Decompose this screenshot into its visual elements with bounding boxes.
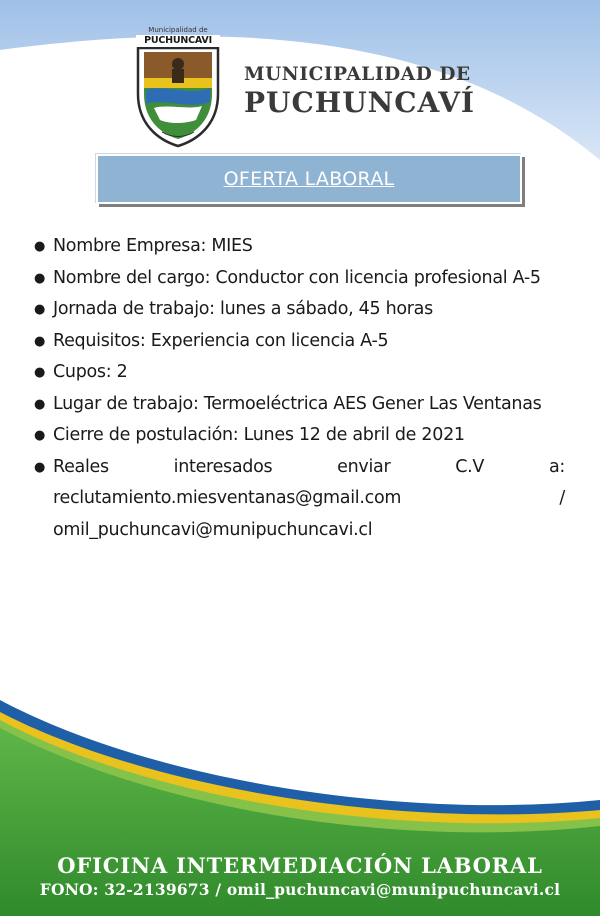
list-item: ● Nombre Empresa: MIES: [34, 231, 565, 263]
bullet-icon: ●: [34, 302, 46, 317]
footer-contact: FONO: 32-2139673 / omil_puchuncavi@munipuchuncavi.cl: [39, 880, 561, 899]
footer-office: OFICINA INTERMEDIACIÓN LABORAL: [57, 853, 543, 878]
bullet-icon: ●: [34, 333, 46, 349]
offer-details-list: [34, 231, 565, 546]
brand-name: [244, 64, 475, 120]
list-item-contact: [34, 452, 565, 547]
offer-title: OFERTA LABORAL: [223, 168, 395, 190]
list-item: ● Lugar de trabajo: Termoeléctrica AES Gener Las Ventanas: [34, 389, 565, 421]
bullet-icon: ●: [34, 365, 46, 380]
contact-line-3: [53, 515, 565, 547]
email-separator: /: [559, 488, 565, 508]
list-item: ● Cierre de postulación: Lunes 12 de abril de 2021: [34, 420, 565, 452]
list-item: ● Nombre del cargo: Conductor con licencia profesional A-5: [34, 263, 565, 295]
seal-top-text: Municipalidad de: [148, 26, 208, 34]
list-item: ● Cupos: 2: [34, 357, 565, 389]
brand-line-2: PUCHUNCAVÍ: [244, 86, 476, 119]
contact-line-2: [53, 483, 565, 515]
seal-name-text: PUCHUNCAVI: [136, 35, 220, 47]
list-item: ● Jornada de trabajo: lunes a sábado, 45 horas: [34, 294, 565, 326]
email-link-mies[interactable]: reclutamiento.miesventanas@gmail.com: [53, 488, 402, 508]
list-item: ● Requisitos: Experiencia con licencia A-5: [34, 326, 565, 358]
offer-title-box: [96, 154, 522, 204]
municipal-seal-logo: [132, 24, 224, 148]
bullet-icon: ●: [34, 428, 46, 443]
bullet-icon: ●: [34, 239, 46, 254]
contact-line-1: Reales interesados enviar C.V a:: [53, 456, 565, 477]
brand-line-1: MUNICIPALIDAD DE: [244, 64, 471, 85]
bullet-icon: ●: [34, 396, 46, 412]
bullet-icon: ●: [34, 459, 46, 475]
bullet-icon: ●: [34, 270, 46, 286]
email-link-omil[interactable]: omil_puchuncavi@munipuchuncavi.cl: [53, 519, 373, 540]
